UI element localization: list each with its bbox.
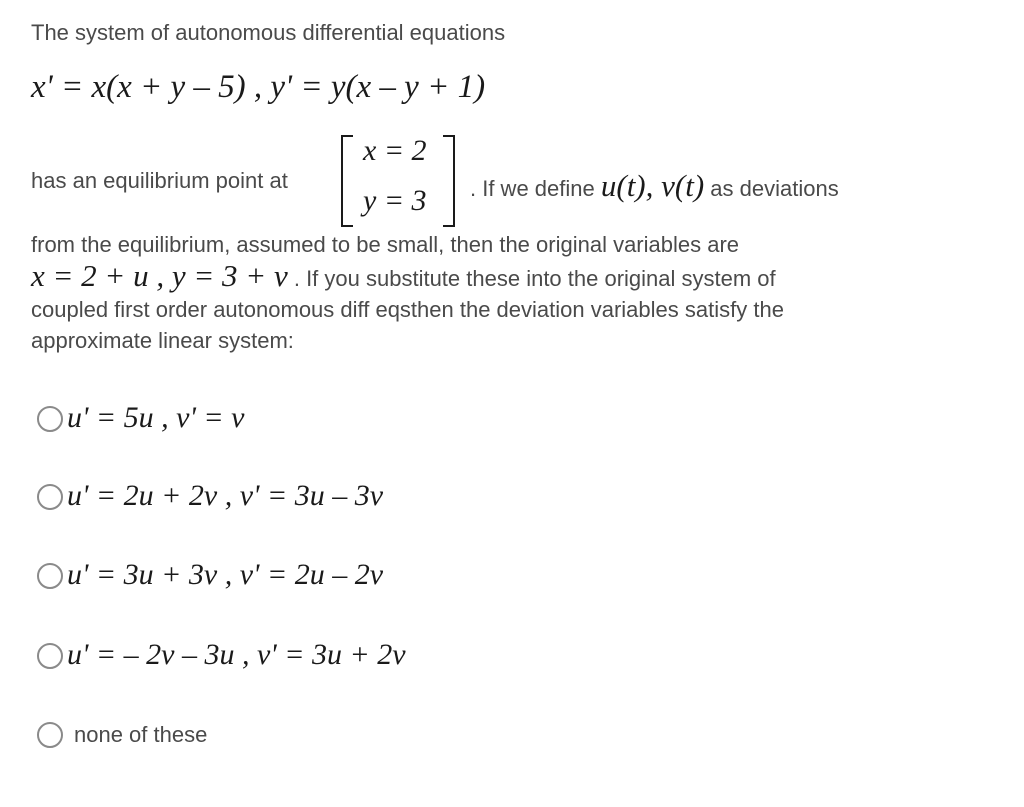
option-1-radio[interactable] [37, 406, 63, 432]
differential-system: x' = x(x + y – 5) , y' = y(x – y + 1) [31, 69, 486, 105]
define-prefix: . If we define [470, 176, 595, 201]
define-suffix: as deviations [710, 176, 839, 201]
substitution-math: x = 2 + u , y = 3 + v [31, 258, 288, 293]
option-2-radio[interactable] [37, 484, 63, 510]
paragraph-line-1: from the equilibrium, assumed to be small, then the original variables are [31, 232, 740, 257]
option-1-label[interactable]: u' = 5u , v' = v [67, 401, 245, 434]
deviation-functions: u(t), v(t) [600, 168, 705, 203]
paragraph-line-3: coupled first order autonomous diff eqsthen the deviation variables satisfy the [31, 297, 784, 322]
question-intro: The system of autonomous differential equations [31, 20, 506, 45]
right-bracket [443, 135, 455, 227]
equilibrium-matrix [337, 132, 457, 228]
option-3-label[interactable]: u' = 3u + 3v , v' = 2u – 2v [67, 558, 384, 591]
equilibrium-label: has an equilibrium point at [31, 168, 288, 193]
option-4-radio[interactable] [37, 643, 63, 669]
option-5-label[interactable]: none of these [74, 722, 208, 747]
option-4-label[interactable]: u' = – 2v – 3u , v' = 3u + 2v [67, 638, 406, 671]
paragraph-line-4: approximate linear system: [31, 328, 294, 353]
equilibrium-x: x = 2 [363, 134, 427, 167]
define-sentence [470, 168, 839, 204]
equilibrium-y: y = 3 [363, 184, 427, 217]
substitution-suffix: . If you substitute these into the original system of [293, 266, 776, 291]
option-3-radio[interactable] [37, 563, 63, 589]
left-bracket [341, 135, 353, 227]
paragraph-line-2 [31, 258, 776, 294]
option-5-radio[interactable] [37, 722, 63, 748]
option-2-label[interactable]: u' = 2u + 2v , v' = 3u – 3v [67, 479, 384, 512]
